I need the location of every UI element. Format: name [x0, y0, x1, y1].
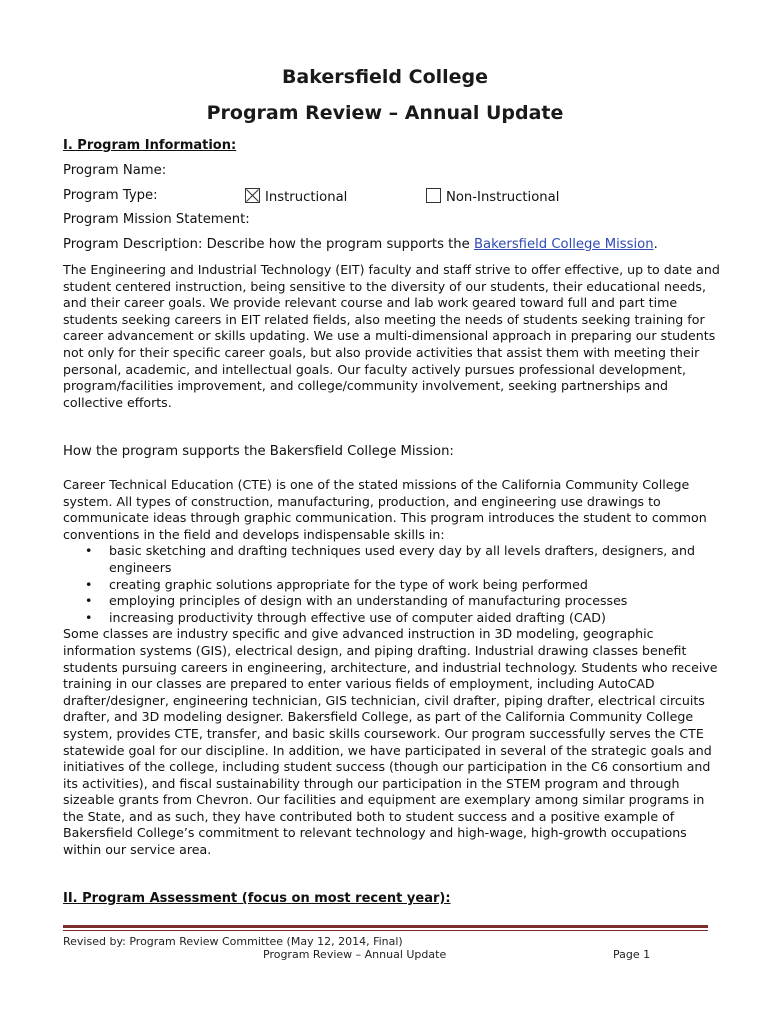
- description-paragraph: [63, 262, 723, 411]
- section-2-heading: II. Program Assessment (focus on most recent year):: [63, 891, 451, 906]
- non-instructional-checkbox[interactable]: [426, 188, 441, 203]
- list-item: • increasing productivity through effective use of computer aided drafting (CAD): [63, 610, 723, 627]
- skills-list: [63, 543, 723, 626]
- page-title: Program Review – Annual Update: [206, 102, 564, 124]
- mission-link[interactable]: Bakersfield College Mission: [473, 237, 654, 252]
- section-1-heading: I. Program Information:: [63, 138, 237, 153]
- program-name-label: Program Name:: [63, 163, 167, 178]
- how-supports-label: How the program supports the Bakersfield College Mission:: [63, 444, 454, 459]
- instructional-label: Instructional: [265, 190, 348, 205]
- mission-statement-label: Program Mission Statement:: [63, 212, 250, 227]
- footer-rule-thin: [63, 930, 708, 931]
- instructional-option[interactable]: [245, 188, 347, 207]
- cte-paragraph: [63, 477, 723, 859]
- footer-page-number: Page 1: [613, 948, 651, 961]
- description-period: .: [653, 237, 658, 252]
- instructional-checkbox[interactable]: [245, 188, 260, 203]
- footer-rule-thick: [63, 925, 708, 928]
- footer-revised: Revised by: Program Review Committee (May 12, 2014, Final): [63, 935, 403, 948]
- footer-doc-name: Program Review – Annual Update: [263, 948, 447, 961]
- college-title: Bakersfield College: [281, 66, 489, 88]
- non-instructional-label: Non-Instructional: [446, 190, 560, 205]
- description-text: The Engineering and Industrial Technology (EIT) faculty and staff strive to offer effective, up to date and student centered instruction, being sensitive to the diversity of our students, their educational needs, and their career goals. We provide relevant course and lab work geared toward full and part time students seeking careers in EIT related fields, also meeting the needs of students seeking training for career advancement or skills updating. We use a multi-dimensional approach in preparing our students not only for their specific career goals, but also provide activities that assist them with meeting their personal, academic, and intellectual goals. Our faculty actively pursues professional development, program/facilities improvement, and college/community involvement, seeking partnerships and collective efforts.: [63, 262, 720, 410]
- list-item: • creating graphic solutions appropriate for the type of work being performed: [63, 577, 723, 594]
- non-instructional-option[interactable]: [426, 188, 559, 207]
- program-type-label: Program Type:: [63, 188, 158, 203]
- cte-intro: Career Technical Education (CTE) is one of the stated missions of the California Community College system. All types of construction, manufacturing, production, and engineering use drawings to communicate ideas through graphic communication. This program introduces the student to common conventions in the field and develops indispensable skills in:: [63, 477, 707, 542]
- description-label: Program Description: Describe how the program supports the: [63, 237, 474, 252]
- list-item: • employing principles of design with an understanding of manufacturing processes: [63, 593, 723, 610]
- cte-body: Some classes are industry specific and give advanced instruction in 3D modeling, geographic information systems (GIS), electrical design, and piping drafting. Industrial drawing classes benefit students pursuing careers in engineering, architecture, and industrial technology. Students who receive training in our classes are prepared to enter various fields of employment, including AutoCAD drafter/designer, engineering technician, GIS technician, civil drafter, piping drafter, electrical circuits drafter, and 3D modeling designer. Bakersfield College, as part of the California Community College system, provides CTE, transfer, and basic skills coursework. Our program successfully serves the CTE statewide goal for our discipline. In addition, we have participated in several of the strategic goals and initiatives of the college, including student success (though our participation in the C6 consortium and its activities), and fiscal sustainability through our participation in the STEM program and through sizeable grants from Chevron. Our facilities and equipment are exemplary among similar programs in the State, and as such, they have contributed both to student success and a positive example of Bakersfield College’s commitment to relevant technology and high-wage, high-growth occupations within our service area.: [63, 626, 718, 858]
- program-description-line: [63, 237, 658, 254]
- list-item: • basic sketching and drafting techniques used every day by all levels drafters, designers, and engineers: [63, 543, 723, 576]
